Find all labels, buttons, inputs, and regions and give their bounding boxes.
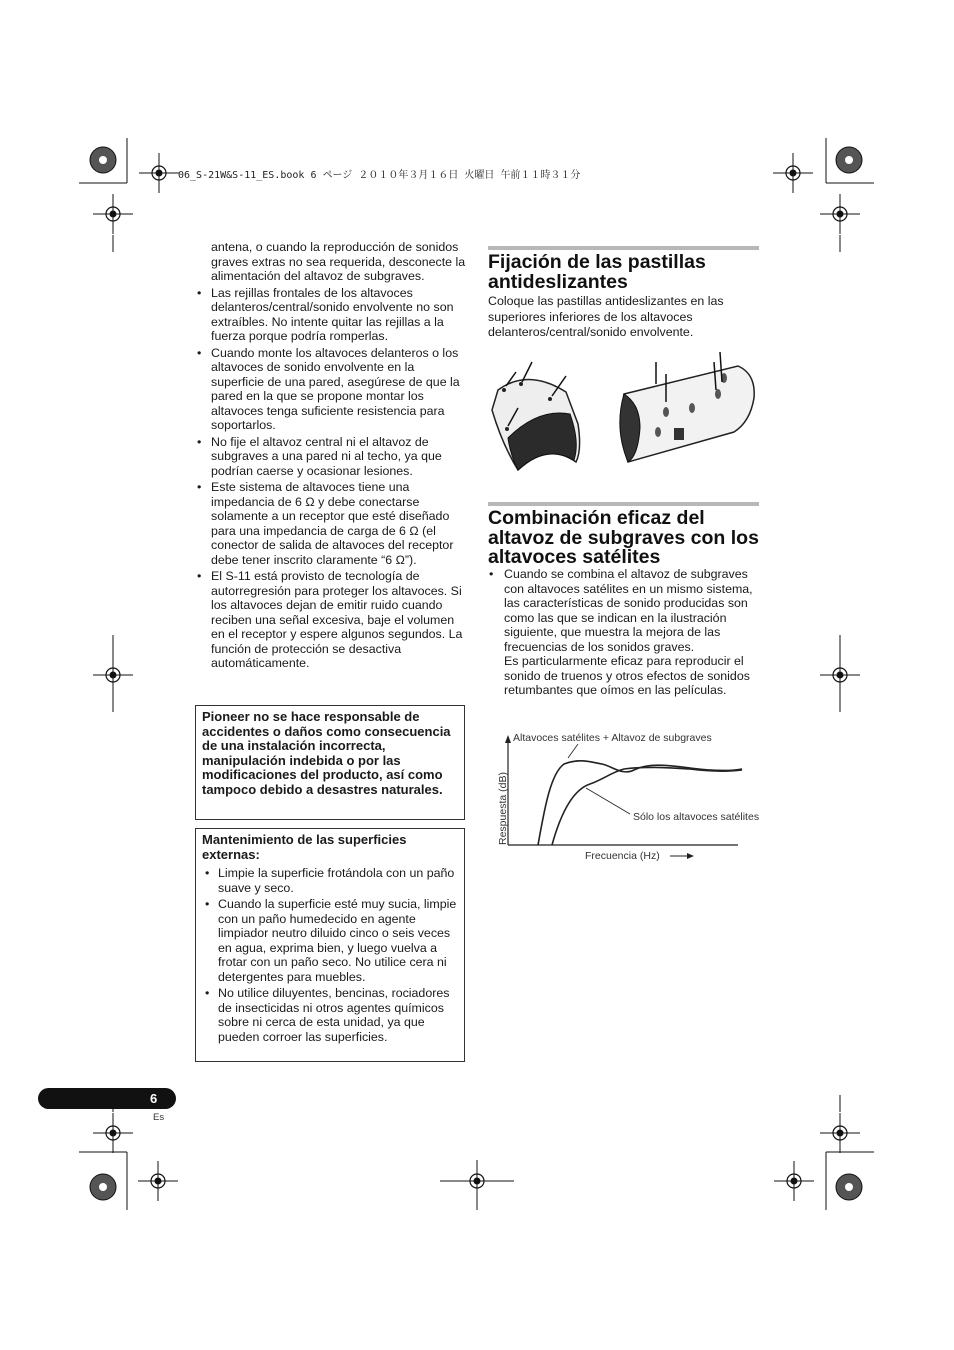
target-mark (820, 1113, 860, 1153)
section-title-pads: Fijación de las pastillas antideslizantes (488, 251, 706, 293)
print-file-header: 06_S-21W&S-11_ES.book 6 ページ ２０１０年３月１６日 火曜日 午前１１時３１分 (178, 170, 581, 181)
page-number: 6 (150, 1091, 158, 1106)
list-item: • Las rejillas frontales de los altavoces delanteros/central/sonido envolvente no son extraíbles. No intente quitar las rejillas a la fuerza porque podría romperlas. (196, 286, 466, 344)
list-item: • Cuando se combina el altavoz de subgraves con altavoces satélites en un mismo sistema, las características de sonido producidas son como las que se indican en la ilustración siguiente, que muestra la mejora de las frecuencias de los sonidos graves. (488, 567, 760, 654)
maintenance-box (195, 828, 465, 1062)
list-item: • Este sistema de altavoces tiene una impedancia de 6 Ω y debe conectarse solamente a un receptor que esté diseñado para una impedancia de carga de 6 Ω (el conector de salida de altavoces del receptor debe tener inscrito claramente “6 Ω”). (196, 480, 466, 567)
list-item: • El S-11 está provisto de tecnología de autorregresión para proteger los altavoces. Si los altavoces dejan de emitir ruido cuando reciben una señal excesiva, baje el volumen en el receptor y espere algunos segundos. La función de protección se desactiva automáticamente. (196, 569, 466, 671)
speaker-pads-illustration (488, 352, 760, 482)
list-item: • No utilice diluyentes, bencinas, rociadores de insecticidas ni otros agentes químicos sobre ni cerca de esta unidad, ya que pueden corroer las superficies. (202, 986, 458, 1044)
precautions-list (196, 286, 466, 671)
liability-warning-box (195, 705, 465, 820)
list-item: • Limpie la superficie frotándola con un paño suave y seco. (202, 866, 458, 895)
target-mark (138, 1161, 178, 1201)
satellite-response-curve (552, 767, 742, 845)
maintenance-list (202, 866, 458, 1044)
target-mark (820, 194, 860, 234)
subwoofer-list (488, 567, 760, 698)
frequency-response-graph (486, 732, 776, 866)
liability-warning-text: Pioneer no se hace responsable de accidentes o daños como consecuencia de una instalación incorrecta, manipulación indebida o por las modificaciones del producto, así como tampoco debido a desastres naturales. (202, 709, 451, 797)
rosette-mark-bottom-left (90, 1174, 116, 1200)
rosette-mark-bottom-right (836, 1174, 862, 1200)
graph-label-satellite: Sólo los altavoces satélites (633, 811, 760, 823)
list-item: • Cuando la superficie esté muy sucia, limpie con un paño humedecido en agente limpiador neutro diluido cinco o seis veces en agua, exprima bien, y luego vuelva a frotar con un paño seco. No utilice cera ni detergentes para muebles. (202, 897, 458, 984)
label-leader (568, 744, 578, 758)
continued-paragraph: antena, o cuando la reproducción de sonidos graves extras no sea requerida, desconecte la alimentación del altavoz de subgraves. (211, 240, 466, 283)
list-item-continuation: Es particularmente eficaz para reproducir el sonido de truenos y otros efectos de sonidos retumbantes que oímos en las películas. (504, 654, 750, 697)
y-axis-arrow (505, 735, 511, 743)
section-rule (488, 246, 759, 250)
list-item: • No fije el altavoz central ni el altavoz de subgraves a una pared ni al techo, ya que podrían caerse y ocasionar lesiones. (196, 435, 466, 479)
target-mark (93, 1113, 133, 1153)
center-speaker-drawing (620, 352, 754, 462)
rosette-mark-top-right (836, 147, 862, 173)
list-item: • Cuando monte los altavoces delanteros o los altavoces de sonido envolvente en la superficie de una pared, asegúrese de que la pared en la que se propone montar los altavoces tenga suficiente resistencia para soportarlos. (196, 346, 466, 433)
rosette-mark-top-left (90, 147, 116, 173)
graph-label-combined: Altavoces satélites + Altavoz de subgraves (513, 732, 712, 744)
target-mark (773, 153, 813, 193)
left-column (196, 240, 466, 673)
target-mark (139, 153, 179, 193)
label-leader (586, 788, 630, 814)
graph-axis-y-label: Respuesta (dB) (497, 772, 509, 845)
graph-axis-x-label: Frecuencia (Hz) (585, 850, 660, 862)
satellite-speaker-drawing (492, 362, 580, 470)
section-rule (488, 502, 759, 506)
maintenance-title: Mantenimiento de las superficies externas: (202, 832, 407, 862)
section-title-subwoofer: Combinación eficaz del altavoz de subgraves con los altavoces satélites (488, 507, 759, 568)
target-mark (93, 194, 133, 234)
section-body-pads: Coloque las pastillas antideslizantes en las superiores inferiores de los altavoces delanteros/central/sonido envolvente. (488, 294, 724, 339)
target-mark (774, 1161, 814, 1201)
page-language: Es (153, 1112, 165, 1123)
